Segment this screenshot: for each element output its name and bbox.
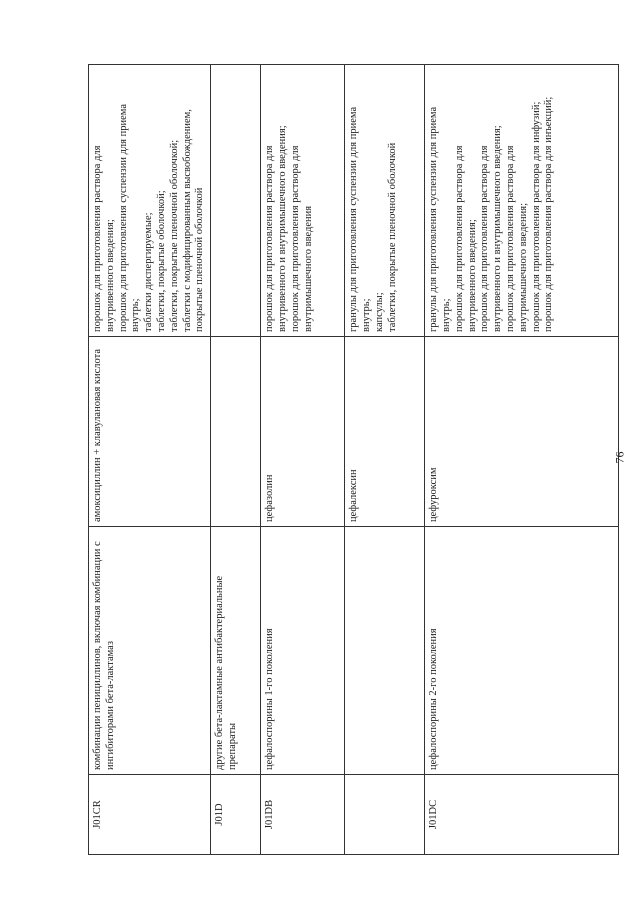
- inn-cell: [211, 337, 261, 527]
- dosage-form-line: таблетки диспергируемые;: [143, 212, 155, 332]
- dosage-form-line: порошок для приготовления раствора для: [289, 145, 301, 332]
- atc-code-cell: [345, 775, 425, 855]
- dosage-form-line: гранулы для приготовления суспензии для приема: [348, 106, 360, 332]
- rotated-page: [88, 55, 608, 855]
- dosage-form-line: внутривенного введения;: [104, 219, 116, 332]
- group-cell: другие бета-лактамные антибактериальные препараты: [211, 527, 261, 775]
- dosage-form-line: таблетки, покрытые пленочной оболочкой;: [168, 139, 180, 332]
- dosage-form-line: внутривенного и внутримышечного введения;: [276, 125, 288, 332]
- table-row: [261, 65, 345, 855]
- atc-code-cell: J01CR: [89, 775, 211, 855]
- dosage-form-line: таблетки, покрытые оболочкой;: [155, 190, 167, 332]
- inn-cell: цефазолин: [261, 337, 345, 527]
- dosage-forms-cell: [261, 65, 345, 337]
- dosage-forms-cell: [211, 65, 261, 337]
- page-number: 76: [612, 451, 627, 464]
- dosage-form-line: порошок для приготовления суспензии для приема: [117, 104, 129, 332]
- dosage-forms-cell: [345, 65, 425, 337]
- inn-cell: цефуроксим: [425, 337, 619, 527]
- dosage-form-line: покрытые пленочной оболочкой: [194, 187, 206, 332]
- dosage-form-line: внутривенного введения;: [466, 219, 478, 332]
- inn-cell: цефалексин: [345, 337, 425, 527]
- dosage-form-line: порошок для приготовления раствора для: [92, 145, 103, 332]
- dosage-form-line: таблетки с модифицированным высвобождением,: [181, 109, 193, 332]
- dosage-form-line: порошок для приготовления раствора для инфузий;: [530, 101, 542, 332]
- dosage-forms-cell: [89, 65, 211, 337]
- inn-cell: амоксициллин + клавулановая кислота: [89, 337, 211, 527]
- group-cell: комбинации пенициллинов, включая комбинации с ингибиторами бета-лактамаз: [89, 527, 211, 775]
- dosage-form-line: порошок для приготовления раствора для: [264, 145, 276, 332]
- table-row: [211, 65, 261, 855]
- dosage-form-line: порошок для приготовления раствора для инъекций;: [543, 96, 555, 332]
- atc-code-cell: J01DB: [261, 775, 345, 855]
- dosage-form-line: порошок для приготовления раствора для: [453, 145, 465, 332]
- dosage-form-line: таблетки, покрытые пленочной оболочкой: [386, 142, 398, 332]
- group-cell: цефалоспорины 2-го поколения: [425, 527, 619, 775]
- dosage-form-line: капсулы;: [373, 292, 385, 332]
- dosage-form-line: порошок для приготовления раствора для: [504, 145, 516, 332]
- table-row: [89, 65, 211, 855]
- dosage-form-line: внутримышечного введения;: [517, 202, 529, 332]
- drug-table: [88, 64, 619, 855]
- atc-code-cell: J01DC: [425, 775, 619, 855]
- group-cell: [345, 527, 425, 775]
- dosage-form-line: внутривенного и внутримышечного введения;: [492, 125, 504, 332]
- dosage-form-line: порошок для приготовления раствора для: [479, 145, 491, 332]
- table-row: [345, 65, 425, 855]
- dosage-form-line: внутрь;: [440, 298, 452, 332]
- dosage-forms-cell: [425, 65, 619, 337]
- dosage-form-line: гранулы для приготовления суспензии для приема: [428, 106, 440, 332]
- atc-code-cell: J01D: [211, 775, 261, 855]
- dosage-form-line: внутрь;: [360, 298, 372, 332]
- group-cell: цефалоспорины 1-го поколения: [261, 527, 345, 775]
- dosage-form-line: внутрь;: [130, 298, 142, 332]
- dosage-form-line: внутримышечного введения: [302, 205, 314, 332]
- table-row: [425, 65, 619, 855]
